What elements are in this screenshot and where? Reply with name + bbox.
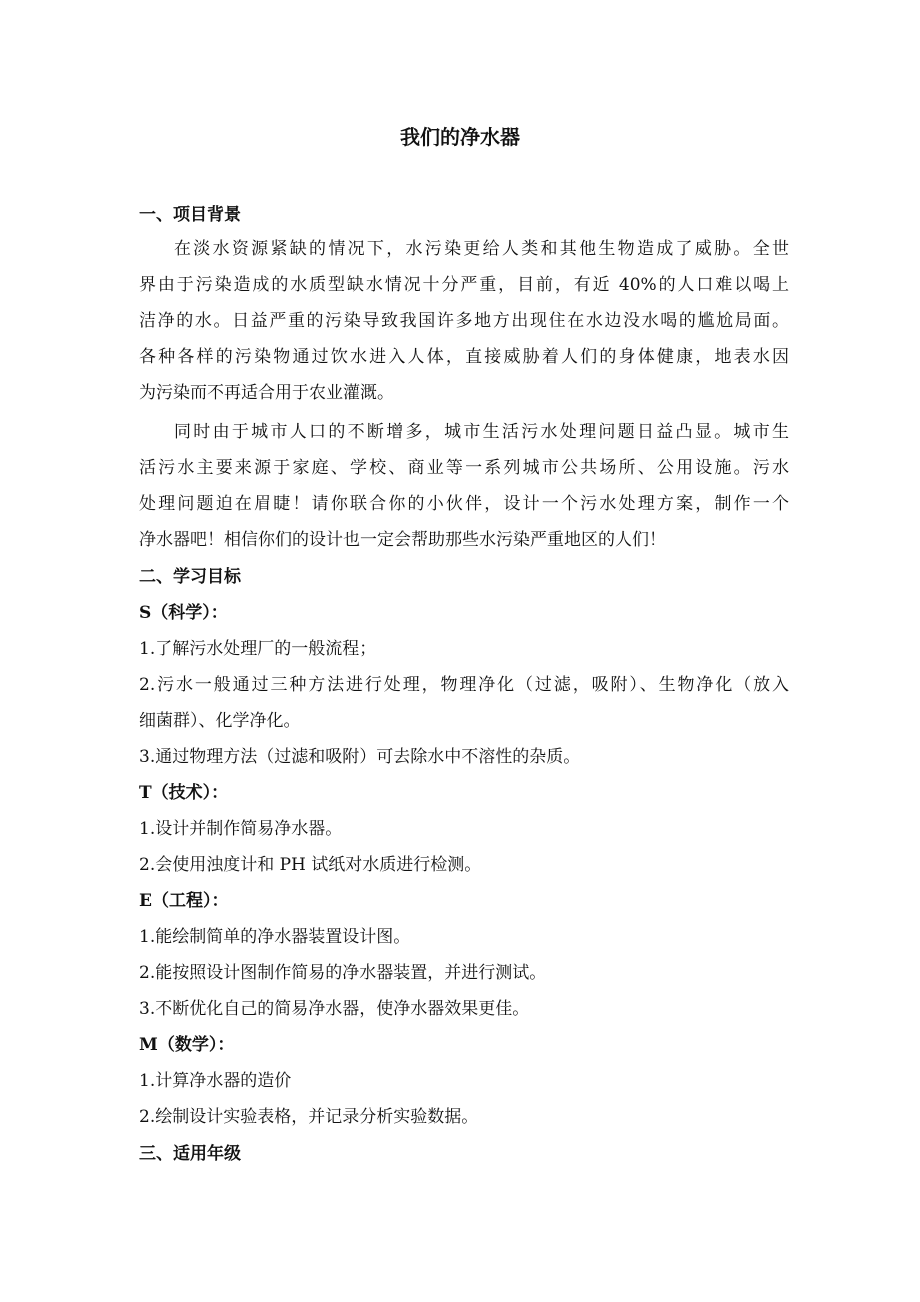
list-item: 1.了解污水处理厂的一般流程； — [139, 639, 377, 659]
paragraph-line: 活污水主要来源于家庭、学校、商业等一系列城市公共场所、公用设施。污水 — [139, 458, 789, 478]
subheading-engineering: E（工程）： — [139, 891, 229, 911]
paragraph-line: 界由于污染造成的水质型缺水情况十分严重，目前，有近 40%的人口难以喝上 — [139, 275, 789, 295]
paragraph-line: 处理问题迫在眉睫！请你联合你的小伙伴，设计一个污水处理方案，制作一个 — [139, 494, 789, 514]
paragraph-line: 为污染而不再适合用于农业灌溉。 — [139, 383, 394, 403]
paragraph-line: 洁净的水。日益严重的污染导致我国许多地方出现住在水边没水喝的尴尬局面。 — [139, 311, 789, 331]
subheading-technology: T（技术）： — [139, 783, 229, 803]
subheading-math: M（数学）： — [139, 1035, 235, 1055]
list-item: 2.会使用浊度计和 PH 试纸对水质进行检测。 — [139, 855, 482, 875]
section-heading-grades: 三、适用年级 — [139, 1144, 241, 1164]
document-title: 我们的净水器 — [400, 125, 520, 149]
paragraph-line: 各种各样的污染物通过饮水进入人体，直接威胁着人们的身体健康，地表水因 — [139, 347, 789, 367]
section-heading-background: 一、项目背景 — [139, 205, 241, 225]
paragraph-line: 净水器吧！相信你们的设计也一定会帮助那些水污染严重地区的人们！ — [139, 530, 666, 550]
list-item: 3.不断优化自己的简易净水器，使净水器效果更佳。 — [139, 999, 530, 1019]
list-item: 1.设计并制作简易净水器。 — [139, 819, 343, 839]
list-item: 1.计算净水器的造价 — [139, 1071, 292, 1091]
paragraph-line: 在淡水资源紧缺的情况下，水污染更给人类和其他生物造成了威胁。全世 — [174, 239, 789, 259]
list-item: 2.污水一般通过三种方法进行处理，物理净化（过滤，吸附）、生物净化（放入 — [139, 675, 789, 695]
list-item: 细菌群）、化学净化。 — [139, 711, 301, 731]
list-item: 2.绘制设计实验表格，并记录分析实验数据。 — [139, 1107, 479, 1127]
section-heading-objectives: 二、学习目标 — [139, 567, 241, 587]
paragraph-line: 同时由于城市人口的不断增多，城市生活污水处理问题日益凸显。城市生 — [174, 422, 789, 442]
list-item: 2.能按照设计图制作简易的净水器装置，并进行测试。 — [139, 963, 547, 983]
subheading-science: S（科学）： — [139, 603, 228, 623]
list-item: 1.能绘制简单的净水器装置设计图。 — [139, 927, 411, 947]
list-item: 3.通过物理方法（过滤和吸附）可去除水中不溶性的杂质。 — [139, 747, 581, 767]
